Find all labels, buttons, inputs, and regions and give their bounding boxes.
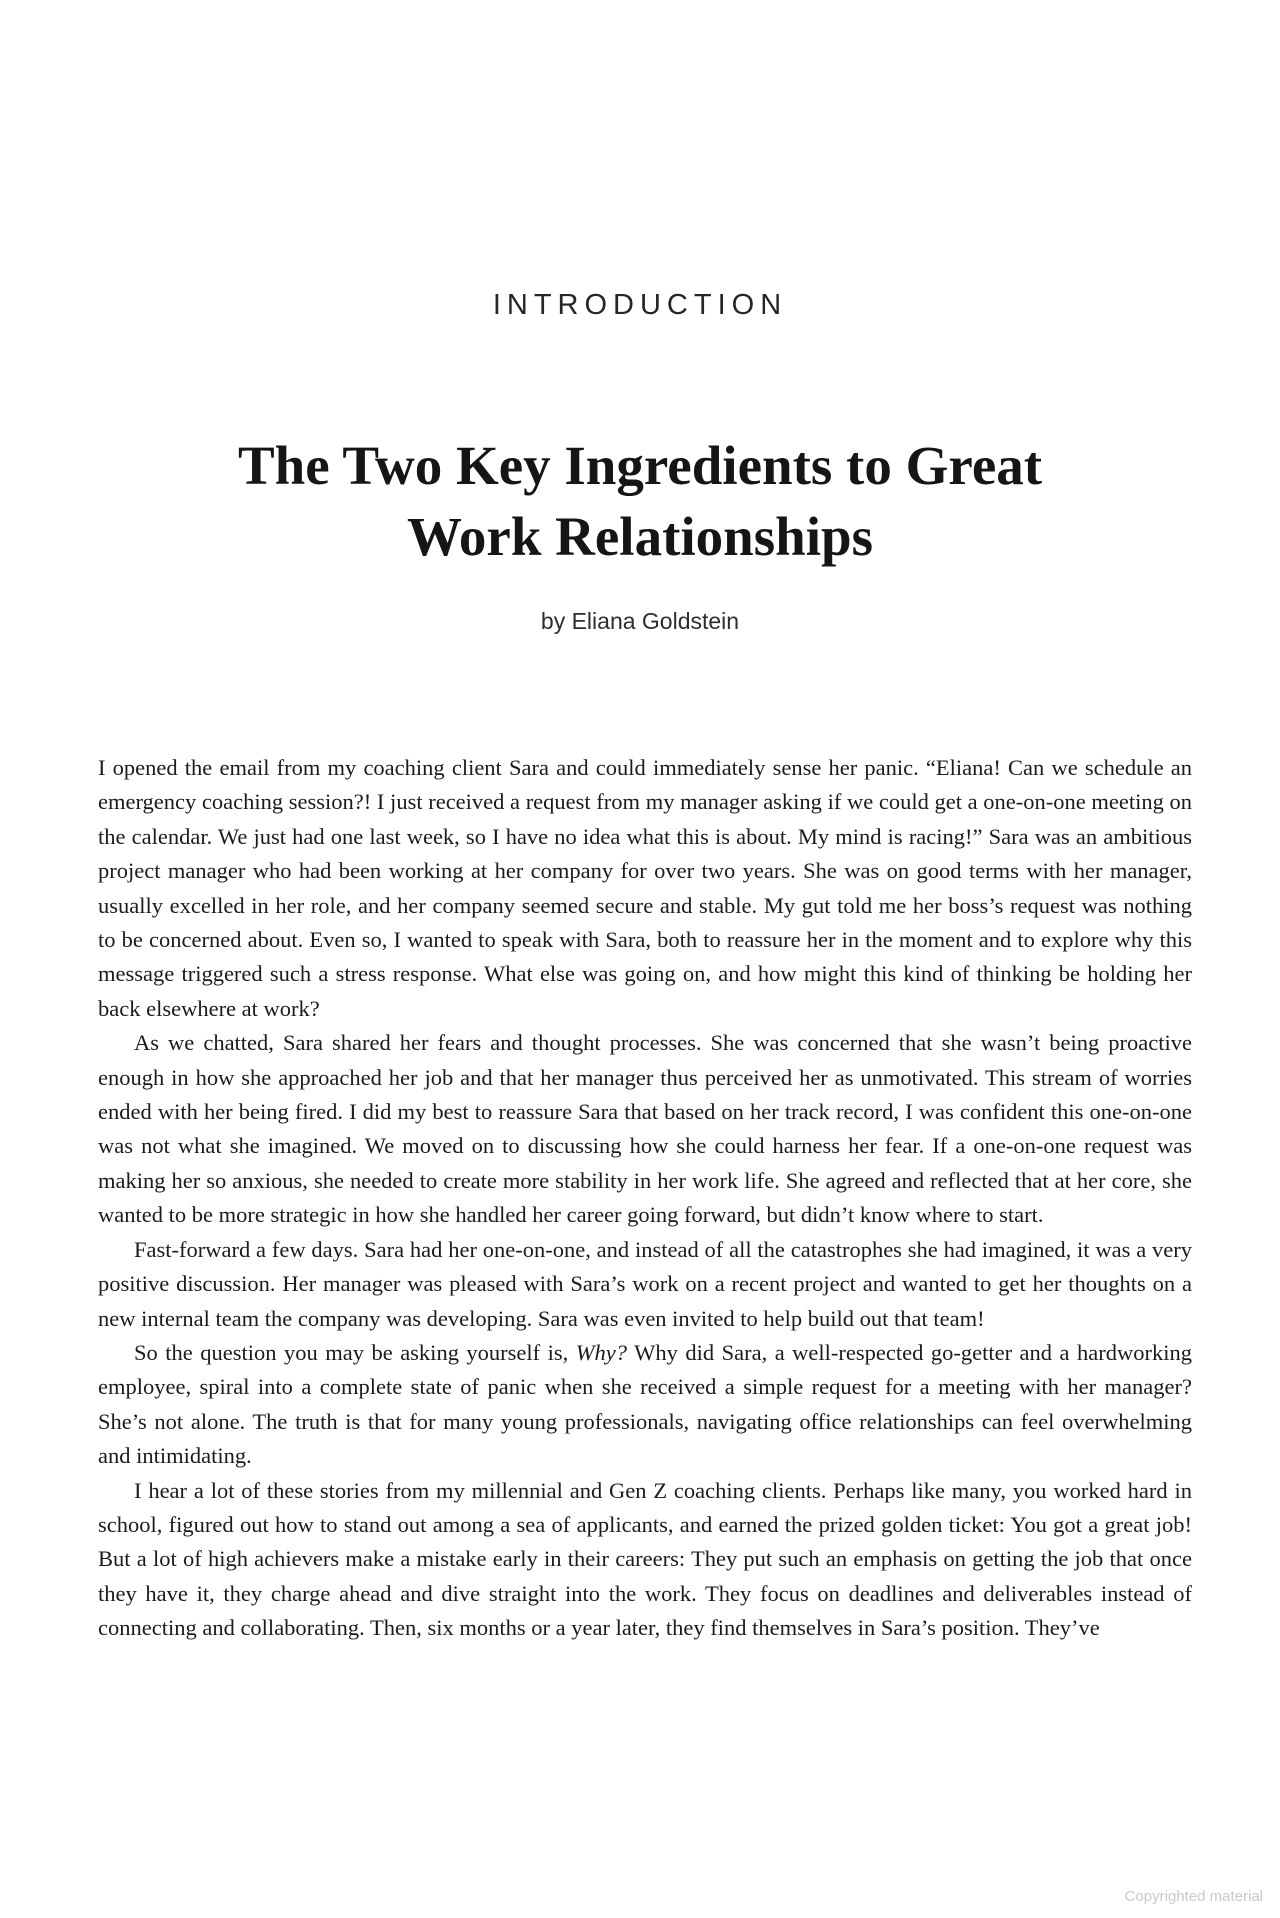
- paragraph-text: Why did Sara, a well-respected go-getter and a hardworking employee, spiral into a complete state of panic when she received a simple request for a meeting with her manager? She’s not alone. The truth is that for many young professionals, navigating office relationships can feel overwhelming and intimidating.: [98, 1339, 1192, 1469]
- paragraph-text: As we chatted, Sara shared her fears and thought processes. She was concerned that she wasn’t being proactive enough in how she approached her job and that her manager thus perceived her as unmotivated. This stream of worries ended with her being fired. I did my best to reassure Sara that based on her track record, I was confident this one-on-one was not what she imagined. We moved on to discussing how she could harness her fear. If a one-on-one request was making her so anxious, she needed to create more stability in her work life. She agreed and reflected that at her core, she wanted to be more strategic in how she handled her career going forward, but didn’t know where to start.: [98, 1030, 1192, 1228]
- paragraph-text-italic: Why?: [575, 1339, 628, 1365]
- article-body: [98, 751, 1192, 1646]
- paragraph: [98, 751, 1192, 1026]
- paragraph: [98, 1336, 1192, 1474]
- paragraph: [98, 1026, 1192, 1232]
- chapter-kicker: INTRODUCTION: [492, 289, 788, 321]
- paragraph-text: Fast-forward a few days. Sara had her one-on-one, and instead of all the catastrophes she had imagined, it was a very positive discussion. Her manager was pleased with Sara’s work on a recent project and wanted to get her thoughts on a new internal team the company was developing. Sara was even invited to help build out that team!: [98, 1236, 1192, 1331]
- paragraph: [98, 1233, 1192, 1336]
- copyright-watermark: Copyrighted material: [1124, 1888, 1263, 1905]
- paragraph-text: I opened the email from my coaching client Sara and could immediately sense her panic. “Eliana! Can we schedule an emergency coaching session?! I just received a request from my manager asking if we could get a one-on-one meeting on the calendar. We just had one last week, so I have no idea what this is about. My mind is racing!” Sara was an ambitious project manager who had been working at her company for over two years. She was on good terms with her manager, usually excelled in her role, and her company seemed secure and stable. My gut told me her boss’s request was nothing to be concerned about. Even so, I wanted to speak with Sara, both to reassure her in the moment and to explore why this message triggered such a stress response. What else was going on, and how might this kind of thinking be holding her back elsewhere at work?: [98, 755, 1192, 1021]
- paragraph-text: I hear a lot of these stories from my millennial and Gen Z coaching clients. Perhaps like many, you worked hard in school, figured out how to stand out among a sea of applicants, and earned the prized golden ticket: You got a great job! But a lot of high achievers make a mistake early in their careers: They put such an emphasis on getting the job that once they have it, they charge ahead and dive straight into the work. They focus on deadlines and deliverables instead of connecting and collaborating. Then, six months or a year later, they find themselves in Sara’s position. They’ve: [98, 1477, 1192, 1641]
- chapter-title-line-1: The Two Key Ingredients to Great: [237, 435, 1043, 496]
- paragraph: [98, 1474, 1192, 1646]
- chapter-title: [0, 430, 1280, 572]
- author-byline: by Eliana Goldstein: [540, 608, 740, 634]
- paragraph-text: So the question you may be asking yourself is,: [134, 1339, 576, 1365]
- chapter-title-line-2: Work Relationships: [406, 506, 874, 567]
